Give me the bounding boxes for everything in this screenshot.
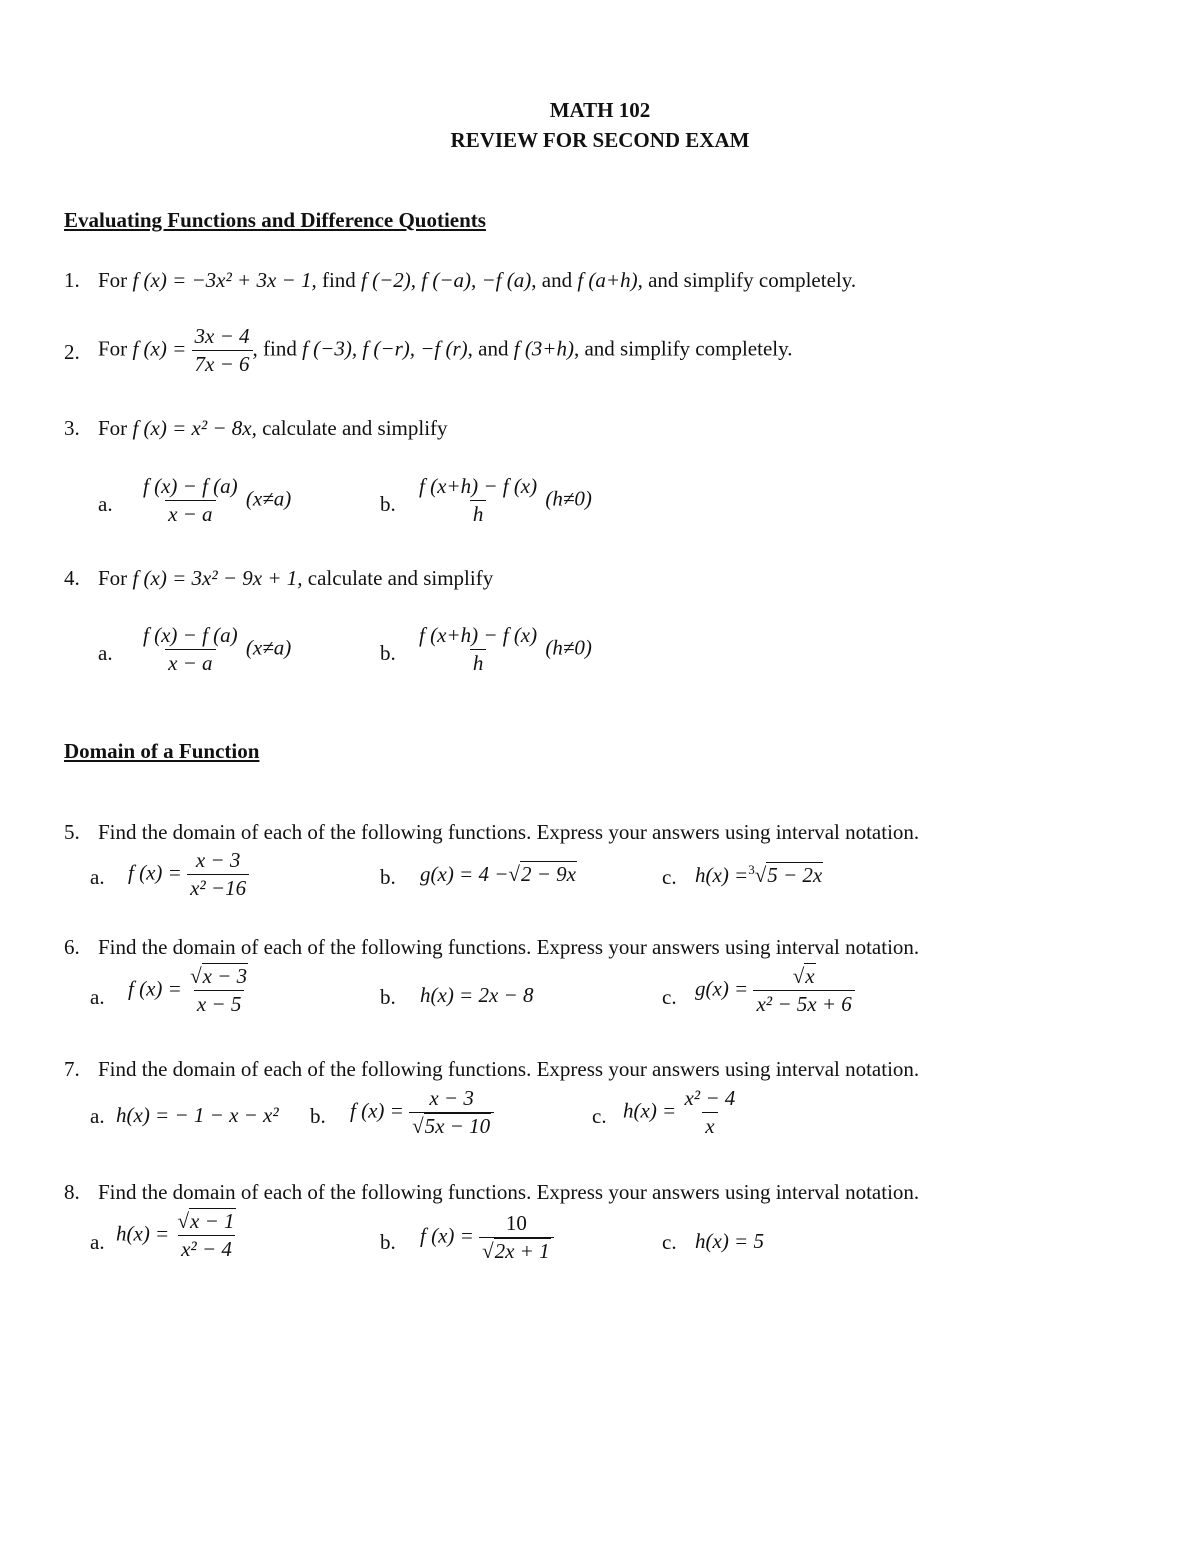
problem-7-number: 7. [64, 1057, 80, 1081]
problem-5c-expression [695, 862, 823, 888]
problem-4-text [98, 566, 493, 591]
problem-2-lhs: f (x) = [132, 336, 187, 361]
page-subtitle: REVIEW FOR SECOND EXAM [450, 128, 750, 152]
problem-8b-lhs: f (x) = [420, 1223, 474, 1248]
problem-7b-label: b. [310, 1104, 326, 1128]
problem-4a-fraction [140, 623, 241, 676]
problem-8c-label: c. [662, 1230, 677, 1254]
problem-7c-lhs: h(x) = [623, 1098, 677, 1123]
problem-8b-numerator: 10 [505, 1211, 527, 1235]
problem-3a-condition: (x≠a) [245, 486, 292, 511]
problem-8-instruction: Find the domain of each of the following functions. Express your answers using interval notation. [98, 1180, 920, 1204]
problem-7b-radical-sign: √ [412, 1114, 424, 1139]
problem-7c-expression [623, 1086, 738, 1139]
problem-3-lead: For [98, 416, 128, 440]
problem-4a-label: a. [98, 641, 113, 665]
problem-6a-lhs: f (x) = [128, 976, 182, 1001]
problem-2-denominator: 7x − 6 [192, 350, 253, 377]
problem-3-text [98, 416, 448, 441]
problem-8b-radicand: 2x + 1 [494, 1239, 550, 1264]
problem-1-and: , and [531, 268, 573, 292]
problem-5a-fraction [187, 848, 249, 901]
problem-6a-numerator [187, 964, 251, 990]
problem-6a-fraction [187, 964, 251, 1017]
problem-8a-radical-sign: √ [177, 1209, 190, 1233]
problem-5c-radical-sign: √ [754, 863, 767, 887]
problem-6c-label: c. [662, 985, 677, 1009]
problem-3b-label: b. [380, 492, 396, 516]
problem-3b-condition: (h≠0) [545, 486, 592, 511]
problem-5a-denominator: x² −16 [187, 874, 249, 901]
problem-8b-denominator [479, 1237, 554, 1264]
problem-1-number: 1. [64, 268, 80, 292]
problem-7b-denominator [409, 1112, 494, 1139]
problem-5a-expression [128, 848, 249, 901]
problem-4a-numerator: f (x) − f (a) [143, 623, 238, 647]
section-heading-evaluating: Evaluating Functions and Difference Quotients [64, 208, 486, 232]
problem-4a-expression [140, 623, 291, 676]
problem-8a-fraction [174, 1209, 238, 1262]
problem-5c-lhs: h(x) = [695, 863, 749, 887]
problem-4-function: f (x) = 3x² − 9x + 1, [132, 566, 303, 590]
problem-1-find: find [321, 268, 356, 292]
problem-5c-label: c. [662, 865, 677, 889]
problem-6a-label: a. [90, 985, 105, 1009]
problem-5b-label: b. [380, 865, 396, 889]
problem-4b-expression [416, 623, 592, 676]
problem-7b-radicand: 5x − 10 [424, 1114, 491, 1139]
problem-5a-label: a. [90, 865, 105, 889]
page-title: MATH 102 [549, 98, 651, 122]
problem-1-tail: , and simplify completely. [637, 268, 857, 292]
problem-3a-expression [140, 474, 291, 527]
problem-2-parts: f (−3), f (−r), −f (r) [302, 336, 468, 361]
problem-7c-denominator: x [702, 1112, 717, 1139]
problem-6a-radical-sign: √ [190, 964, 202, 988]
problem-7a-expression: h(x) = − 1 − x − x² [116, 1103, 279, 1127]
problem-2-and: , and [467, 336, 509, 361]
problem-6c-radical-sign: √ [792, 964, 805, 988]
problem-8c-expression: h(x) = 5 [695, 1229, 764, 1253]
problem-3-function: f (x) = x² − 8x, [132, 416, 257, 440]
problem-7c-fraction [681, 1086, 738, 1139]
problem-6c-expression [695, 964, 855, 1017]
problem-4b-numerator: f (x+h) − f (x) [419, 623, 538, 647]
problem-8a-label: a. [90, 1230, 105, 1254]
problem-2-find: , find [252, 336, 297, 361]
problem-6a-radicand: x − 3 [202, 964, 248, 988]
problem-4a-denominator: x − a [165, 649, 216, 676]
problem-2-numerator: 3x − 4 [194, 324, 250, 348]
problem-7a-label: a. [90, 1104, 105, 1128]
problem-8a-expression [116, 1209, 239, 1262]
problem-4-lead: For [98, 566, 128, 590]
problem-8b-radical-sign: √ [482, 1239, 494, 1264]
problem-2-number: 2. [64, 340, 80, 364]
problem-5a-numerator: x − 3 [195, 848, 241, 872]
problem-6c-numerator [790, 964, 819, 990]
problem-8b-fraction [479, 1211, 554, 1264]
problem-5b-lhs: g(x) = 4 − [420, 862, 509, 886]
problem-3a-denominator: x − a [165, 500, 216, 527]
problem-1-function: f (x) = −3x² + 3x − 1, [132, 268, 317, 292]
problem-4-number: 4. [64, 566, 80, 590]
problem-8a-numerator [174, 1209, 238, 1235]
problem-7b-numerator: x − 3 [429, 1086, 474, 1110]
problem-7c-numerator: x² − 4 [684, 1086, 736, 1110]
problem-8b-label: b. [380, 1230, 396, 1254]
problem-3b-expression [416, 474, 592, 527]
problem-4-tail: calculate and simplify [307, 566, 494, 590]
problem-6c-fraction [753, 964, 854, 1017]
problem-7b-fraction [409, 1086, 494, 1139]
problem-1-last: f (a+h) [577, 268, 638, 292]
problem-8-number: 8. [64, 1180, 80, 1204]
problem-2-text [98, 324, 793, 377]
problem-6c-lhs: g(x) = [695, 976, 749, 1001]
problem-3a-numerator: f (x) − f (a) [143, 474, 238, 498]
problem-1-parts: f (−2), f (−a), −f (a) [361, 268, 532, 292]
problem-3a-label: a. [98, 492, 113, 516]
section-heading-domain: Domain of a Function [64, 739, 260, 763]
problem-4b-denominator: h [470, 649, 487, 676]
problem-3b-denominator: h [470, 500, 487, 527]
problem-6-number: 6. [64, 935, 80, 959]
problem-5b-expression [420, 862, 577, 887]
problem-3b-fraction [416, 474, 540, 527]
problem-8a-lhs: h(x) = [116, 1221, 170, 1246]
problem-4b-label: b. [380, 641, 396, 665]
problem-5a-lhs: f (x) = [128, 860, 182, 885]
problem-2-lead: For [98, 336, 128, 361]
problem-6c-radicand: x [805, 964, 815, 988]
problem-6-instruction: Find the domain of each of the following functions. Express your answers using interval notation. [98, 935, 920, 959]
problem-4b-condition: (h≠0) [545, 635, 592, 660]
problem-5b-radical-sign: √ [508, 862, 520, 886]
problem-3-tail: calculate and simplify [262, 416, 448, 440]
problem-5c-radicand: 5 − 2x [767, 863, 823, 887]
problem-6b-expression: h(x) = 2x − 8 [420, 983, 534, 1007]
problem-8b-expression [420, 1211, 554, 1264]
problem-7b-expression [350, 1086, 494, 1139]
problem-5b-radicand: 2 − 9x [520, 862, 576, 886]
problem-8a-denominator: x² − 4 [178, 1235, 235, 1262]
problem-4a-condition: (x≠a) [245, 635, 292, 660]
problem-2-fraction [192, 324, 253, 377]
problem-5-instruction: Find the domain of each of the following functions. Express your answers using interval notation. [98, 820, 920, 844]
problem-6c-denominator: x² − 5x + 6 [753, 990, 854, 1017]
problem-7-instruction: Find the domain of each of the following functions. Express your answers using interval notation. [98, 1057, 920, 1081]
problem-6b-label: b. [380, 985, 396, 1009]
problem-3a-fraction [140, 474, 241, 527]
problem-3b-numerator: f (x+h) − f (x) [419, 474, 538, 498]
problem-2-last: f (3+h) [513, 336, 574, 361]
problem-1-text [98, 268, 856, 293]
problem-5c-root-index: 3 [748, 862, 755, 877]
problem-5-number: 5. [64, 820, 80, 844]
problem-6a-denominator: x − 5 [194, 990, 245, 1017]
problem-3-number: 3. [64, 416, 80, 440]
problem-7c-label: c. [592, 1104, 607, 1128]
problem-4b-fraction [416, 623, 540, 676]
problem-1-lead: For [98, 268, 128, 292]
problem-7b-lhs: f (x) = [350, 1098, 404, 1123]
problem-8a-radicand: x − 1 [190, 1209, 235, 1233]
problem-2-tail: , and simplify completely. [573, 336, 793, 361]
problem-6a-expression [128, 964, 251, 1017]
